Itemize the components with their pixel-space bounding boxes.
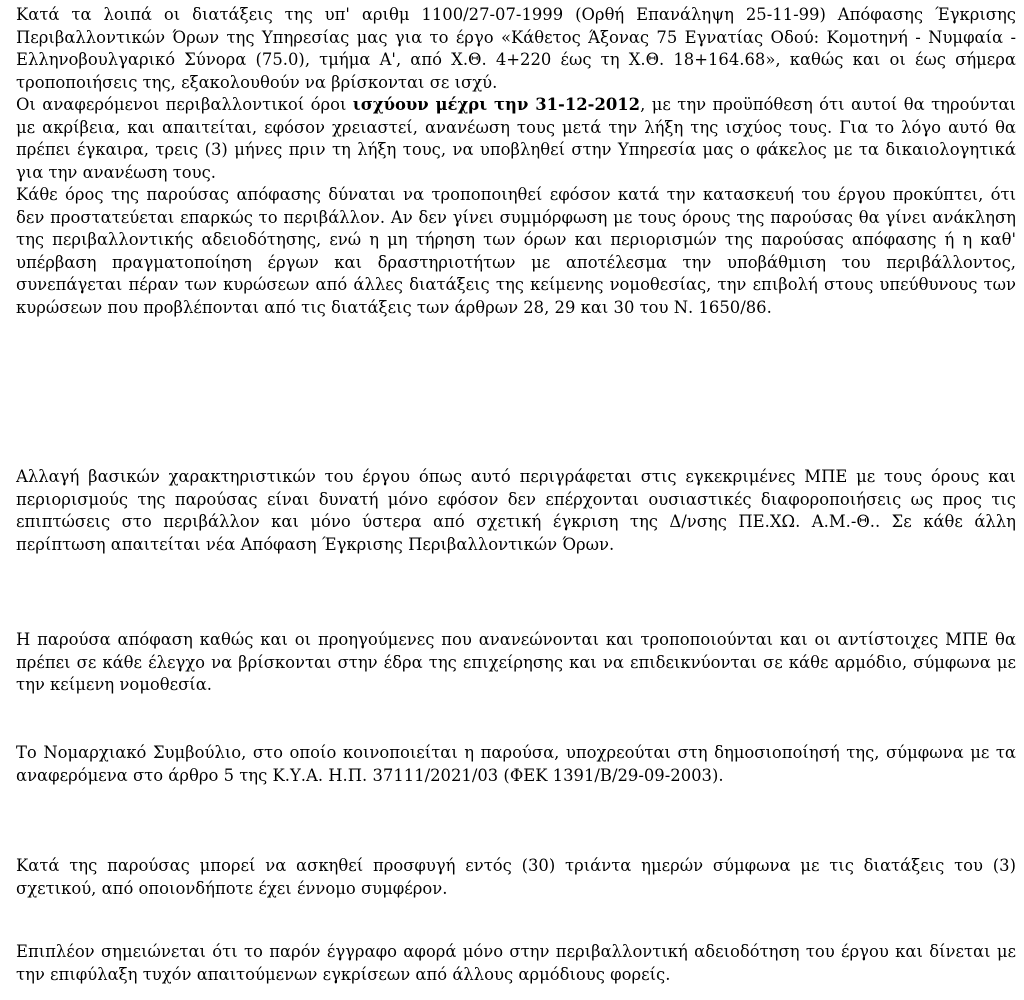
validity-date-bold: ισχύουν μέχρι την 31-12-2012 xyxy=(352,95,641,114)
paragraph-previous-decisions: Κατά τα λοιπά οι διατάξεις της υπ' αριθμ 1100/27-07-1999 (Ορθή Επανάληψη 25-11-99) Απόφασης Έγκρισης Περιβαλλοντικών Όρων της Υπηρεσίας μας για το έργο «Κάθετος Άξονας 75 Εγνατίας Οδού: Κομοτηνή - Νυμφαία - Ελληνοβουλγαρικό Σύνορα (75.0), τμήμα Α', από Χ.Θ. 4+220 έως τη Χ.Θ. 18+164.68», καθώς και οι έως σήμερα τροποποιήσεις της, εξακολουθούν να βρίσκονται σε ισχύ. xyxy=(16,5,1016,92)
on-site-documents-section xyxy=(16,629,1016,697)
appeal-section xyxy=(16,855,1016,900)
validity-text-start: Οι αναφερόμενοι περιβαλλοντικοί όροι xyxy=(16,95,353,114)
publication-section xyxy=(16,742,1016,787)
validity-text-end: , με την προϋπόθεση ότι αυτοί θα τηρούνται με ακρίβεια, και απαιτείται, εφόσον χρειαστεί, ανανέωση τους μετά την λήξη της ισχύος τους. Για το λόγο αυτό θα πρέπει έγκαιρα, τρεις (3) μήνες πριν τη λήξη τους, να υποβληθεί στην Υπηρεσία μας ο φάκελος με τα δικαιολογητικά για την ανανέωση τους. xyxy=(16,95,1016,182)
reservation-section xyxy=(16,941,1016,986)
paragraph-project-changes: Αλλαγή βασικών χαρακτηριστικών του έργου όπως αυτό περιγράφεται στις εγκεκριμένες ΜΠΕ με τους όρους και περιορισμούς της παρούσας είναι δυνατή μόνο εφόσον δεν επέρχονται ουσιαστικές διαφοροποιήσεις ως προς τις επιπτώσεις στο περιβάλλον και μόνο ύστερα από σχετική έγκριση της Δ/νσης ΠΕ.ΧΩ. Α.Μ.-Θ.. Σε κάθε άλλη περίπτωση απαιτείται νέα Απόφαση Έγκρισης Περιβαλλοντικών Όρων. xyxy=(16,467,1016,554)
paragraph-appeal: Κατά της παρούσας μπορεί να ασκηθεί προσφυγή εντός (30) τριάντα ημερών σύμφωνα με τις διατάξεις του (3) σχετικού, από οποιονδήποτε έχει έννομο συμφέρον. xyxy=(16,856,1016,898)
paragraph-on-site-documents: Η παρούσα απόφαση καθώς και οι προηγούμενες που ανανεώνονται και τροποποιούνται και οι αντίστοιχες ΜΠΕ θα πρέπει σε κάθε έλεγχο να βρίσκονται στην έδρα της επιχείρησης και να επιδεικνύονται σε κάθε αρμόδιο, σύμφωνα με την κείμενη νομοθεσία. xyxy=(16,630,1016,694)
paragraph-publication: Το Νομαρχιακό Συμβούλιο, στο οποίο κοινοποιείται η παρούσα, υποχρεούται στη δημοσιοποίησή της, σύμφωνα με τα αναφερόμενα στο άρθρο 5 της Κ.Υ.Α. Η.Π. 37111/2021/03 (ΦΕΚ 1391/Β/29-09-2003). xyxy=(16,743,1016,785)
paragraph-validity-period xyxy=(16,94,1016,184)
project-changes-section xyxy=(16,466,1016,556)
paragraph-reservation: Επιπλέον σημειώνεται ότι το παρόν έγγραφο αφορά μόνο στην περιβαλλοντική αδειοδότηση του έργου και δίνεται με την επιφύλαξη τυχόν απαιτούμενων εγκρίσεων από άλλους αρμόδιους φορείς. xyxy=(16,942,1016,984)
paragraph-modification-sanctions: Κάθε όρος της παρούσας απόφασης δύναται να τροποποιηθεί εφόσον κατά την κατασκευή του έργου προκύπτει, ότι δεν προστατεύεται επαρκώς το περιβάλλον. Αν δεν γίνει συμμόρφωση με τους όρους της παρούσας θα γίνει ανάκληση της περιβαλλοντικής αδειοδότησης, ενώ η μη τήρηση των όρων και περιορισμών της παρούσας απόφασης ή η καθ' υπέρβαση πραγματοποίηση έργων και δραστηριοτήτων με αποτέλεσμα την υποβάθμιση του περιβάλλοντος, συνεπάγεται πέραν των κυρώσεων από άλλες διατάξεις της κείμενης νομοθεσίας, την επιβολή στους υπεύθυνους των κυρώσεων που προβλέπονται από τις διατάξεις των άρθρων 28, 29 και 30 του Ν. 1650/86. xyxy=(16,185,1016,317)
validity-section xyxy=(16,4,1016,319)
